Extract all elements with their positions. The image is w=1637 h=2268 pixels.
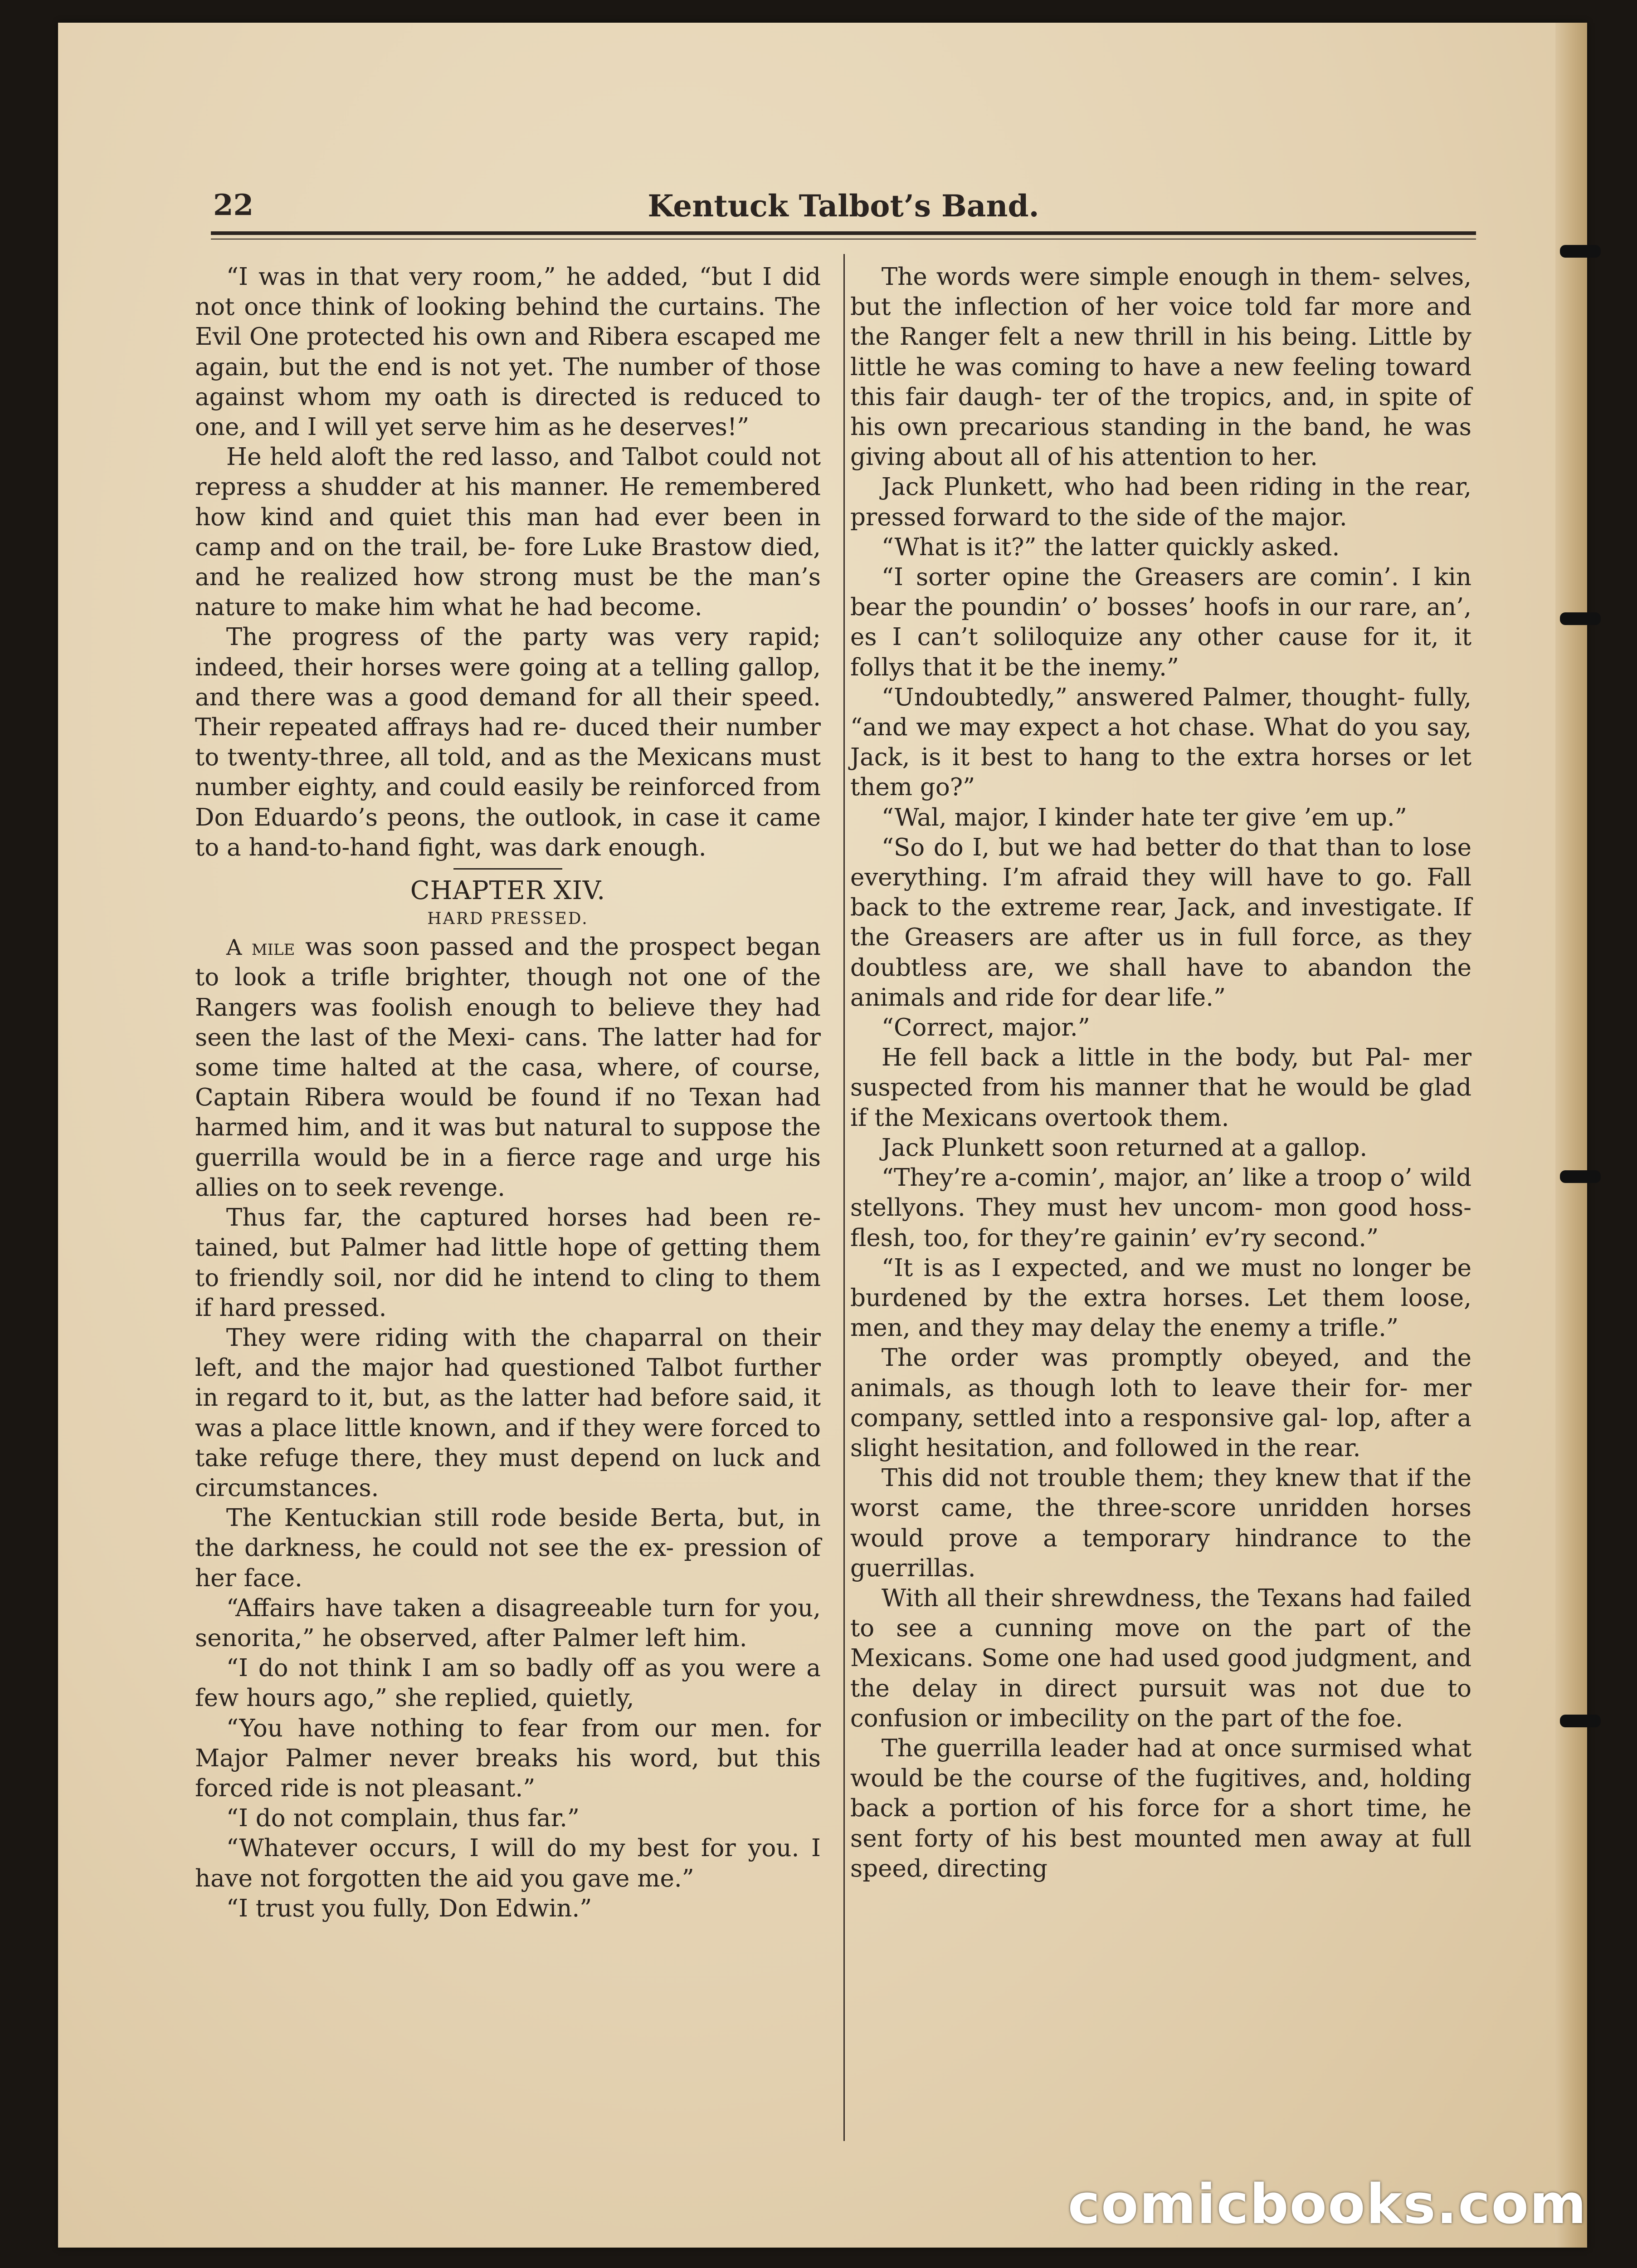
left-column <box>195 262 821 1924</box>
paragraph: They were riding with the chaparral on their left, and the major had questioned Talbot further in regard to it, but, as the latter had before said, it was a place little known, and if they were forced to take refuge there, they must depend on luck and circumstances. <box>195 1324 821 1502</box>
header-rule-thin <box>211 239 1476 240</box>
paragraph: The guerrilla leader had at once surmised what would be the course of the fugitives, and, holding back a portion of his force for a short time, he sent forty of his best mounted men away at full speed, directing <box>850 1734 1471 1882</box>
paragraph: The words were simple enough in them- selves, but the inflection of her voice told far more and the Ranger felt a new thrill in his being. Little by little he was coming to have a new feeling toward this fair daugh- ter of the tropics, and, in spite of his own precarious standing in the band, he was giving about all of his attention to her. <box>850 263 1471 471</box>
paragraph-text: was soon passed and the prospect began to look a trifle brighter, though not one of the Rangers was foolish enough to believe they had seen the last of the Mexi- cans. The latter had for some time halted at the casa, where, of course, Captain Ribera would be found if no Texan had harmed him, and it was but natural to suppose the guerrilla would be in a fierce rage and urge his allies on to seek revenge. <box>195 933 821 1202</box>
paragraph: He fell back a little in the body, but Pal- mer suspected from his manner that he would be glad if the Mexicans overtook them. <box>850 1044 1471 1132</box>
paragraph: “I was in that very room,” he added, “but I did not once think of looking behind the curtains. The Evil One protected his own and Ribera escaped me again, but the end is not yet. The number of those against whom my oath is directed is reduced to one, and I will yet serve him as he deserves!” <box>195 263 821 441</box>
chapter-subtitle: HARD PRESSED. <box>427 909 589 929</box>
header-rule <box>211 231 1476 235</box>
chapter-title: CHAPTER XIV. <box>410 876 606 906</box>
paragraph: “I do not complain, thus far.” <box>226 1804 580 1833</box>
right-column <box>850 262 1471 1884</box>
chapter-lead-words: A mile <box>226 935 295 961</box>
running-title: Kentuck Talbot’s Band. <box>648 188 1039 224</box>
paragraph: “What is it?” the latter quickly asked. <box>881 533 1340 561</box>
paragraph: This did not trouble them; they knew that if the worst came, the three-score unridden horses would prove a temporary hindrance to the guerrillas. <box>850 1464 1471 1582</box>
paragraph: “Undoubtedly,” answered Palmer, thought- fully, “and we may expect a hot chase. What do you say, Jack, is it best to hang to the extra horses or let them go?” <box>850 683 1471 802</box>
paragraph: “They’re a-comin’, major, an’ like a troop o’ wild stellyons. They must hev uncom- mon good hoss-flesh, too, for they’re gainin’ ev’ry second.” <box>850 1164 1471 1252</box>
paragraph: He held aloft the red lasso, and Talbot could not repress a shudder at his manner. He remembered how kind and quiet this man had ever been in camp and on the trail, be- fore Luke Brastow died, and he realized how strong must be the man’s nature to make him what he had become. <box>195 443 821 621</box>
paragraph: “It is as I expected, and we must no longer be burdened by the extra horses. Let them loose, men, and they may delay the enemy a trifle.” <box>850 1254 1471 1342</box>
chapter-divider <box>453 868 562 870</box>
paragraph: Jack Plunkett soon returned at a gallop. <box>881 1134 1368 1162</box>
binding-hole <box>1560 1715 1601 1727</box>
paragraph: Jack Plunkett, who had been riding in the rear, pressed forward to the side of the major. <box>850 473 1471 531</box>
paragraph: The progress of the party was very rapid; indeed, their horses were going at a telling gallop, and there was a good demand for all their speed. Their repeated affrays had re- duced their number to twenty-three, all told, and as the Mexicans must number eighty, and could easily be reinforced from Don Eduardo’s peons, the outlook, in case it came to a hand-to-hand fight, was dark enough. <box>195 623 821 861</box>
page-header <box>213 184 1474 234</box>
paragraph <box>195 932 821 1203</box>
paragraph: “Whatever occurs, I will do my best for you. I have not forgotten the aid you gave me.” <box>195 1834 821 1892</box>
watermark: comicbooks.com <box>1067 2173 1587 2236</box>
paragraph: “I trust you fully, Don Edwin.” <box>226 1894 592 1922</box>
page-spine <box>1555 23 1587 2248</box>
paragraph: The order was promptly obeyed, and the animals, as though loth to leave their for- mer company, settled into a responsive gal- lop, after a slight hesitation, and followed in the rear. <box>850 1344 1471 1462</box>
binding-hole <box>1560 245 1601 258</box>
paragraph: “So do I, but we had better do that than to lose everything. I’m afraid they will have to go. Fall back to the extreme rear, Jack, and investigate. If the Greasers are after us in full force, as they doubtless are, we shall have to abandon the animals and ride for dear life.” <box>850 833 1471 1012</box>
paragraph: With all their shrewdness, the Texans had failed to see a cunning move on the part of the Mexicans. Some one had used good judgment, and the delay in direct pursuit was not due to confusion or imbecility on the part of the foe. <box>850 1584 1471 1732</box>
paragraph: Thus far, the captured horses had been re- tained, but Palmer had little hope of getting them to friendly soil, nor did he intend to cling to them if hard pressed. <box>195 1204 821 1322</box>
paragraph: The Kentuckian still rode beside Berta, but, in the darkness, he could not see the ex- pression of her face. <box>195 1504 821 1592</box>
paragraph: “Correct, major.” <box>881 1014 1090 1042</box>
page-number: 22 <box>213 188 254 222</box>
paragraph: “I do not think I am so badly off as you were a few hours ago,” she replied, quietly, <box>195 1654 821 1712</box>
paragraph: “Wal, major, I kinder hate ter give ’em up.” <box>881 803 1407 831</box>
column-divider <box>843 254 845 2141</box>
binding-hole <box>1560 1170 1601 1183</box>
paragraph: “You have nothing to fear from our men. for Major Palmer never breaks his word, but this forced ride is not pleasant.” <box>195 1714 821 1802</box>
paragraph: “Affairs have taken a disagreeable turn for you, senorita,” he observed, after Palmer left him. <box>195 1594 821 1652</box>
binding-hole <box>1560 612 1601 625</box>
paragraph: “I sorter opine the Greasers are comin’. I kin bear the poundin’ o’ bosses’ hoofs in our rare, an’, es I can’t soliloquize any other cause for it, it follys that it be the inemy.” <box>850 563 1471 681</box>
